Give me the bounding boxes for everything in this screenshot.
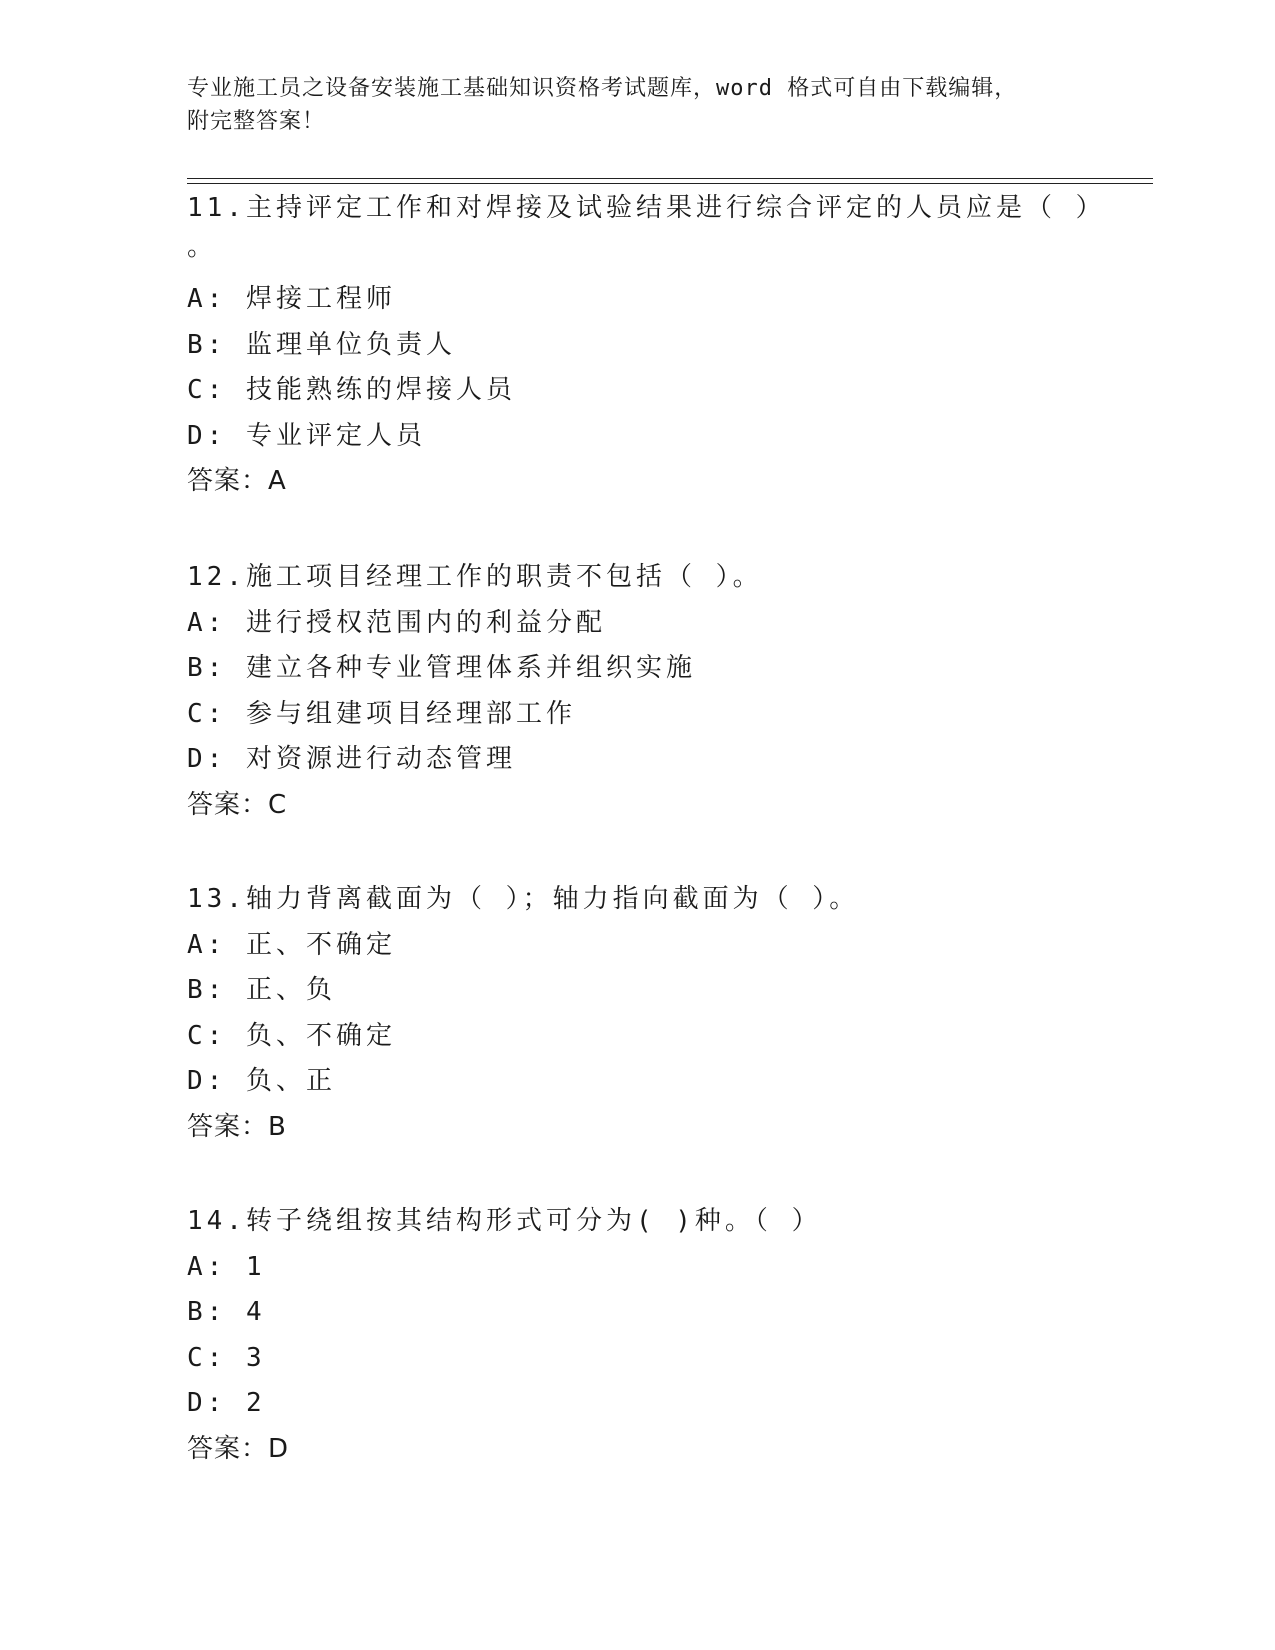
option-c: C: 参与组建项目经理部工作	[187, 698, 576, 729]
option-c: C: 3	[187, 1342, 266, 1373]
question-stem: 13.轴力背离截面为（ ）；轴力指向截面为（ ）。	[187, 884, 860, 914]
question-stem: 11.主持评定工作和对焊接及试验结果进行综合评定的人员应是（ ）	[187, 193, 1106, 223]
option-d: D: 对资源进行动态管理	[187, 744, 516, 774]
question-stem: 12.施工项目经理工作的职责不包括（ ）。	[187, 562, 763, 592]
header-divider-top	[187, 178, 1153, 179]
option-a: A: 1	[187, 1251, 266, 1282]
option-a: A: 进行授权范围内的利益分配	[187, 607, 606, 638]
answer: 答案：B	[187, 1111, 287, 1142]
header-line-1: 专业施工员之设备安装施工基础知识资格考试题库，word 格式可自由下载编辑，	[187, 76, 1018, 101]
option-b: B: 建立各种专业管理体系并组织实施	[187, 653, 696, 683]
option-d: D: 负、正	[187, 1066, 336, 1096]
answer: 答案：D	[187, 1433, 290, 1464]
option-b: B: 4	[187, 1297, 266, 1327]
question-13	[187, 877, 859, 1150]
option-a: A: 正、不确定	[187, 929, 396, 960]
question-11	[187, 186, 1106, 505]
question-stem-continued: 。	[187, 231, 218, 262]
option-c: C: 技能熟练的焊接人员	[187, 375, 516, 405]
option-a: A: 焊接工程师	[187, 284, 396, 314]
answer: 答案：C	[187, 789, 288, 820]
answer: 答案：A	[187, 466, 287, 496]
option-d: D: 2	[187, 1388, 266, 1418]
option-b: B: 正、负	[187, 975, 336, 1005]
question-12	[187, 555, 763, 828]
option-b: B: 监理单位负责人	[187, 329, 456, 360]
question-stem: 14.转子绕组按其结构形式可分为( )种。（ ）	[187, 1206, 822, 1236]
option-d: D: 专业评定人员	[187, 420, 426, 451]
document-header	[187, 72, 1087, 138]
option-c: C: 负、不确定	[187, 1020, 396, 1051]
question-14	[187, 1199, 822, 1472]
header-divider-bottom	[187, 183, 1153, 184]
header-line-2: 附完整答案！	[187, 109, 326, 134]
